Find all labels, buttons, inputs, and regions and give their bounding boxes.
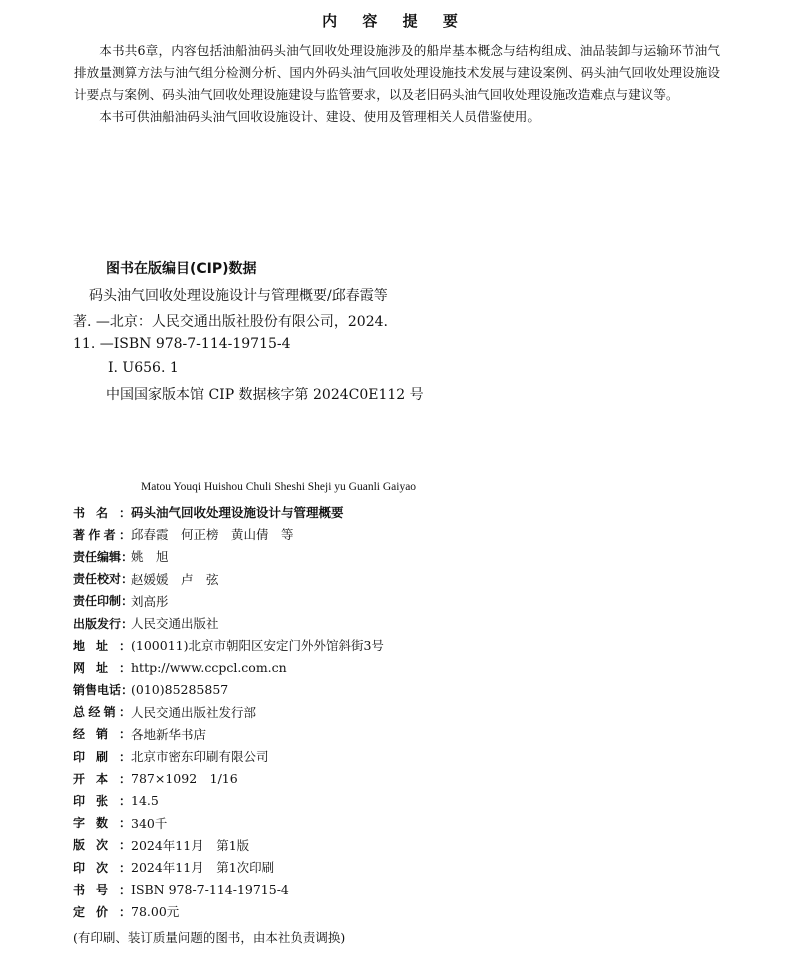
colophon-label: 版 次 ： bbox=[73, 838, 131, 853]
colophon-value: 2024年11月 第1版 bbox=[131, 837, 250, 853]
colophon-value: (010)85285857 bbox=[131, 682, 229, 698]
colophon-row bbox=[73, 812, 753, 834]
colophon-value: 北京市密东印刷有限公司 bbox=[131, 749, 269, 765]
colophon-label: 出 版 发 行 ： bbox=[73, 616, 134, 631]
colophon-row bbox=[73, 679, 753, 701]
summary-body bbox=[74, 40, 720, 128]
pinyin-title: Matou Youqi Huishou Chuli Sheshi Sheji yu Guanli Gaiyao bbox=[141, 481, 417, 493]
summary-paragraph-1: 本书共6章，内容包括油船油码头油气回收处理设施涉及的船岸基本概念与结构组成、油品装卸与运输环节油气排放量测算方法与油气组分检测分析、国内外码头油气回收处理设施技术发展与建设案例、码头油气回收处理设施设计要点与案例、码头油气回收处理设施建设与监管要求，以及老旧码头油气回收处理设施改造难点与建议等。 bbox=[74, 43, 720, 102]
colophon-row bbox=[73, 900, 753, 922]
cip-line-4: Ⅰ. U656. 1 bbox=[108, 360, 179, 376]
cip-line-1: 码头油气回收处理设施设计与管理概要/邱春霞等 bbox=[89, 288, 388, 304]
colophon-table bbox=[73, 501, 753, 923]
colophon-row bbox=[73, 523, 753, 545]
colophon-row bbox=[73, 656, 753, 678]
colophon-label: 地 址 ： bbox=[73, 638, 131, 653]
colophon-label: 经 销 ： bbox=[73, 727, 131, 742]
colophon-label: 网 址 ： bbox=[73, 660, 131, 675]
colophon-value: 人民交通出版社发行部 bbox=[131, 704, 257, 720]
colophon-label: 著 作 者 ： bbox=[73, 527, 131, 542]
colophon-row bbox=[73, 723, 753, 745]
colophon-value: ISBN 978-7-114-19715-4 bbox=[131, 881, 289, 897]
colophon-label: 定 价 ： bbox=[73, 904, 131, 919]
cip-line-3: 11. —ISBN 978-7-114-19715-4 bbox=[73, 336, 291, 352]
colophon-row bbox=[73, 878, 753, 900]
colophon-value: http://www.ccpcl.com.cn bbox=[131, 659, 287, 675]
colophon-label: 责 任 编 辑 ： bbox=[73, 549, 134, 564]
colophon-label: 责 任 校 对 ： bbox=[73, 572, 134, 587]
colophon-value: 码头油气回收处理设施设计与管理概要 bbox=[131, 505, 344, 521]
colophon-label: 责 任 印 制 ： bbox=[73, 594, 134, 609]
colophon-value: 人民交通出版社 bbox=[131, 616, 219, 632]
colophon-label: 书 名 ： bbox=[73, 505, 131, 520]
colophon-label: 印 张 ： bbox=[73, 794, 131, 809]
colophon-value: 姚 旭 bbox=[131, 549, 169, 565]
colophon-value: 14.5 bbox=[131, 793, 159, 809]
colophon-label: 印 刷 ： bbox=[73, 749, 131, 764]
colophon-value: 340千 bbox=[131, 815, 168, 831]
footer-note: (有印刷、装订质量问题的图书，由本社负责调换) bbox=[73, 930, 346, 945]
colophon-row bbox=[73, 834, 753, 856]
colophon-row bbox=[73, 612, 753, 634]
colophon-value: 2024年11月 第1次印刷 bbox=[131, 860, 275, 876]
colophon-row bbox=[73, 568, 753, 590]
colophon-label: 印 次 ： bbox=[73, 860, 131, 875]
colophon-value: 各地新华书店 bbox=[131, 726, 207, 742]
summary-paragraph-2: 本书可供油船油码头油气回收设施设计、建设、使用及管理相关人员借鉴使用。 bbox=[99, 109, 540, 124]
summary-title: 内 容 提 要 bbox=[322, 12, 468, 30]
colophon-row bbox=[73, 501, 753, 523]
colophon-value: 刘高彤 bbox=[131, 593, 169, 609]
colophon-row bbox=[73, 545, 753, 567]
colophon-value: 邱春霞 何正榜 黄山倩 等 bbox=[131, 527, 294, 543]
colophon-label: 开 本 ： bbox=[73, 771, 131, 786]
colophon-row bbox=[73, 634, 753, 656]
colophon-row bbox=[73, 856, 753, 878]
colophon-label: 书 号 ： bbox=[73, 882, 131, 897]
colophon-row bbox=[73, 590, 753, 612]
colophon-value: 78.00元 bbox=[131, 904, 180, 920]
colophon-row bbox=[73, 745, 753, 767]
colophon-label: 字 数 ： bbox=[73, 816, 131, 831]
colophon-value: 787×1092 1/16 bbox=[131, 771, 238, 787]
colophon-label: 销 售 电 话 ： bbox=[73, 683, 134, 698]
cip-line-5: 中国国家版本馆 CIP 数据核字第 2024C0E112 号 bbox=[106, 387, 424, 403]
colophon-row bbox=[73, 767, 753, 789]
colophon-row bbox=[73, 701, 753, 723]
colophon-label: 总 经 销 ： bbox=[73, 705, 131, 720]
colophon-row bbox=[73, 789, 753, 811]
cip-line-2: 著. —北京：人民交通出版社股份有限公司，2024. bbox=[73, 314, 388, 330]
cip-heading: 图书在版编目(CIP)数据 bbox=[106, 261, 257, 277]
colophon-value: (100011)北京市朝阳区安定门外外馆斜街3号 bbox=[131, 638, 384, 654]
colophon-value: 赵媛媛 卢 弦 bbox=[131, 571, 219, 587]
